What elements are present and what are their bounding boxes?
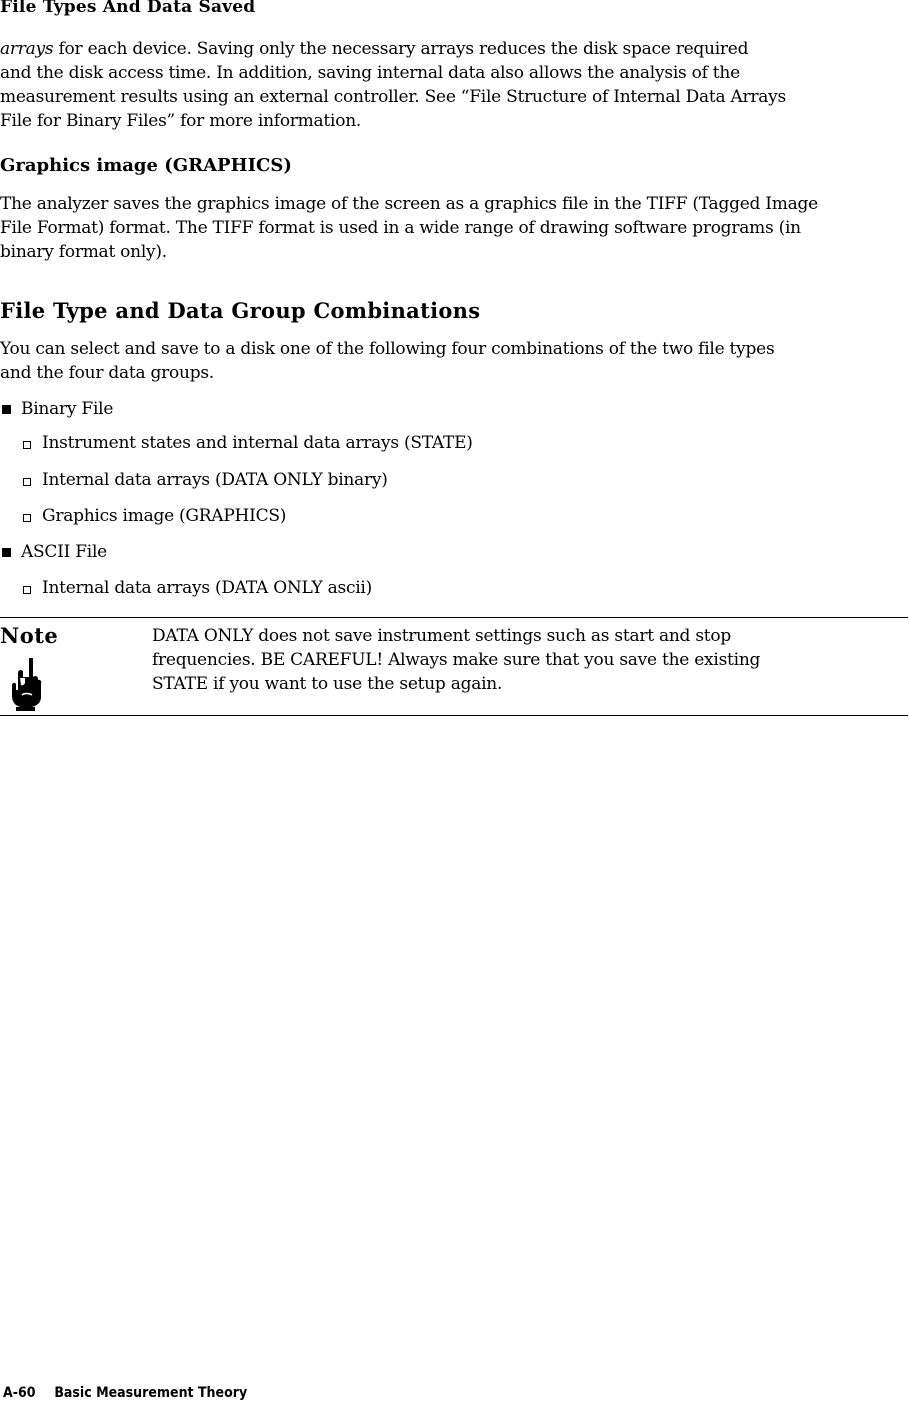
- intro-paragraph: [0, 37, 908, 133]
- square-bullet-icon: [2, 405, 11, 414]
- open-square-bullet-icon: [23, 514, 31, 522]
- note-top-rule: [0, 617, 908, 618]
- intro-line-4: File for Binary Files” for more information.: [0, 111, 362, 131]
- page-number: A-60: [3, 1385, 36, 1401]
- note-label: Note: [0, 623, 59, 648]
- combinations-paragraph: [0, 337, 908, 385]
- graphics-line-2: File Format) format. The TIFF format is used in a wide range of drawing software programs (in: [0, 218, 801, 238]
- note-line-1: DATA ONLY does not save instrument settings such as start and stop: [152, 626, 731, 646]
- combinations-line-2: and the four data groups.: [0, 363, 214, 383]
- open-square-bullet-icon: [23, 441, 31, 449]
- intro-line-3: measurement results using an external controller. See “File Structure of Internal Data Arrays: [0, 87, 786, 107]
- binary-item-label: Instrument states and internal data arrays (STATE): [42, 433, 473, 453]
- binary-item-label: Graphics image (GRAPHICS): [42, 506, 287, 526]
- running-head: File Types And Data Saved: [0, 0, 256, 17]
- square-bullet-icon: [2, 548, 11, 557]
- combinations-line-1: You can select and save to a disk one of the following four combinations of the two file types: [0, 339, 775, 359]
- intro-line-2: and the disk access time. In addition, saving internal data also allows the analysis of the: [0, 63, 740, 83]
- note-body: [152, 624, 760, 696]
- intro-line-1: [0, 37, 908, 61]
- binary-file-label: Binary File: [21, 399, 114, 419]
- note-bottom-rule: [0, 715, 908, 716]
- note-line-3: STATE if you want to use the setup again.: [152, 674, 503, 694]
- graphics-line-3: binary format only).: [0, 242, 167, 262]
- open-square-bullet-icon: [23, 478, 31, 486]
- ascii-item-label: Internal data arrays (DATA ONLY ascii): [42, 578, 372, 598]
- graphics-paragraph: [0, 192, 908, 264]
- ascii-file-label: ASCII File: [21, 542, 107, 562]
- open-square-bullet-icon: [23, 586, 31, 594]
- combinations-heading: File Type and Data Group Combinations: [0, 298, 481, 323]
- footer-title: Basic Measurement Theory: [54, 1385, 248, 1401]
- pointing-hand-icon: [8, 657, 42, 711]
- page-footer: [3, 1385, 247, 1401]
- graphics-line-1: The analyzer saves the graphics image of the screen as a graphics file in the TIFF (Tagged Image: [0, 194, 818, 214]
- note-line-2: frequencies. BE CAREFUL! Always make sure that you save the existing: [152, 650, 761, 670]
- binary-item-label: Internal data arrays (DATA ONLY binary): [42, 470, 388, 490]
- intro-line-1-text: for each device. Saving only the necessary arrays reduces the disk space required: [53, 39, 749, 59]
- graphics-heading: Graphics image (GRAPHICS): [0, 155, 292, 176]
- intro-italic-term: arrays: [0, 39, 54, 59]
